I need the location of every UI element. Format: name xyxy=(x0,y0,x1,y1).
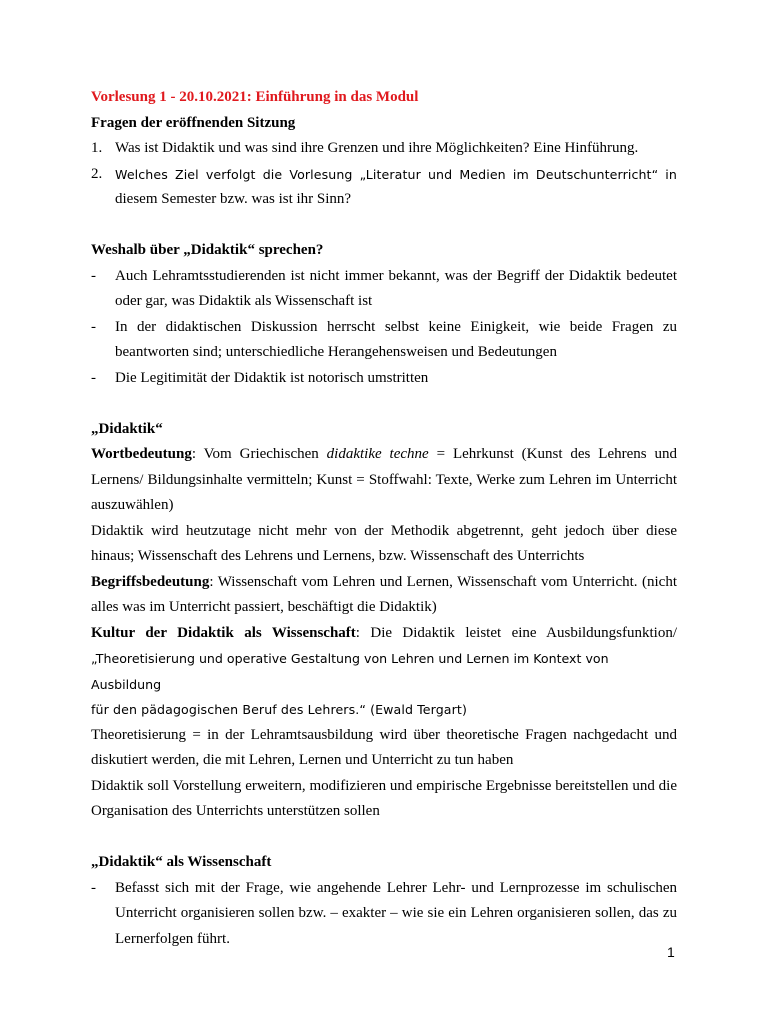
didaktik-heading: „Didaktik“ xyxy=(91,420,163,437)
wortbedeutung-text: : Vom Griechischen xyxy=(191,446,327,462)
vorstellung-paragraph: Didaktik soll Vorstellung erweitern, modifizieren und empirische Ergebnisse bereitstellen und die Organisation des Unterrichts unterstützen sollen xyxy=(91,777,677,819)
methodik-paragraph: Didaktik wird heutzutage nicht mehr von der Methodik abgetrennt, geht jedoch über diese hinaus; Wissenschaft des Lehrens und Lernens, bzw. Wissenschaft des Unterrichts xyxy=(91,522,677,564)
list-item xyxy=(91,162,677,213)
list-item-text: Was ist Didaktik und was sind ihre Grenzen und ihre Möglichkeiten? Eine Hinführung. xyxy=(115,140,639,156)
kultur-text: : Die Didaktik leistet eine Ausbildungsfunktion/ xyxy=(355,624,677,641)
why-heading: Weshalb über „Didaktik“ sprechen? xyxy=(91,242,324,258)
spacer xyxy=(91,391,677,417)
list-item-text: Die Legitimität der Didaktik ist notorisch umstritten xyxy=(115,369,429,386)
wortbedeutung-paragraph xyxy=(91,442,677,519)
list-item-text: Befasst sich mit der Frage, wie angehende Lehrer Lehr- und Lernprozesse im schulischen Unterricht organisieren sollen bzw. – exakter – wie sie ein Lehren organisieren sollen, das zu Lernerfolgen führt. xyxy=(115,879,677,947)
wissenschaft-heading: „Didaktik“ als Wissenschaft xyxy=(91,854,272,870)
page-content xyxy=(91,85,677,952)
list-item-text-line: Welches Ziel verfolgt die Vorlesung „Literatur und Medien im Deutschunterricht“ in xyxy=(115,166,677,182)
quote-line: für den pädagogischen Beruf des Lehrers.“ (Ewald Tergart) xyxy=(91,702,467,717)
list-marker: 2. xyxy=(91,165,103,182)
greek-term: didaktike techne xyxy=(326,446,429,462)
list-item xyxy=(91,366,677,392)
list-item xyxy=(91,876,677,953)
wortbedeutung-text: = Lehrkunst (Kunst des Lehrens und Lernens/ Bildungsinhalte vermitteln; Kunst = Stoffwahl: Texte, Werke zum Lehren im Unterricht auszuwählen) xyxy=(91,446,678,513)
kultur-paragraph xyxy=(91,621,677,647)
list-marker: - xyxy=(91,267,96,284)
list-item-text: Auch Lehramtsstudierenden ist nicht immer bekannt, was der Begriff der Didaktik bedeutet oder gar, was Didaktik als Wissenschaft ist xyxy=(115,267,677,309)
begriffsbedeutung-text: : Wissenschaft vom Lehren und Lernen, Wissenschaft vom Unterricht. (nicht alles was im Unterricht passiert, beschäftigt die Didaktik) xyxy=(91,573,677,615)
spacer xyxy=(91,825,677,851)
theoretisierung-paragraph: Theoretisierung = in der Lehramtsausbildung wird über theoretische Fragen nachgedacht und diskutiert werden, die mit Lehren, Lernen und Unterricht zu tun haben xyxy=(91,726,677,768)
list-marker: 1. xyxy=(91,140,103,156)
lecture-title: Vorlesung 1 - 20.10.2021: Einführung in das Modul xyxy=(91,89,419,105)
quote-line: „Theoretisierung und operative Gestaltung von Lehren und Lernen im Kontext von Ausbildung xyxy=(91,651,609,692)
begriffsbedeutung-label: Begriffsbedeutung xyxy=(91,573,210,590)
list-marker: - xyxy=(91,879,96,896)
list-item xyxy=(91,315,677,366)
list-marker: - xyxy=(91,318,96,335)
list-item-text-line: diesem Semester bzw. was ist ihr Sinn? xyxy=(115,191,352,207)
list-marker: - xyxy=(91,369,96,386)
page-number: 1 xyxy=(667,944,675,960)
list-item xyxy=(91,264,677,315)
begriffsbedeutung-paragraph xyxy=(91,570,677,621)
list-item-text xyxy=(115,162,677,213)
kultur-label: Kultur der Didaktik als Wissenschaft xyxy=(91,624,356,641)
list-item xyxy=(91,136,677,162)
list-item-text: In der didaktischen Diskussion herrscht selbst keine Einigkeit, wie beide Fragen zu beantworten sind; unterschiedliche Herangehensweisen und Bedeutungen xyxy=(115,318,677,360)
wortbedeutung-label: Wortbedeutung xyxy=(91,446,192,462)
opening-heading: Fragen der eröffnenden Sitzung xyxy=(91,114,296,131)
spacer xyxy=(91,213,677,239)
